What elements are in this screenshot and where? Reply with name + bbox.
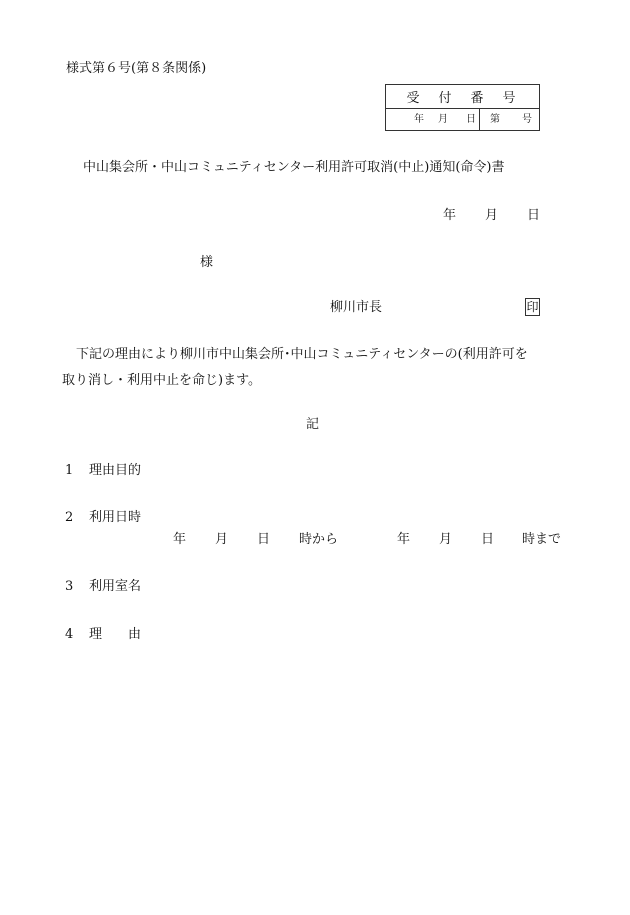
issuer-name: 柳川市長 — [330, 300, 383, 315]
period-month-end: 月 — [439, 532, 453, 547]
period-until: 時まで — [522, 532, 562, 547]
item-number: 4 — [65, 627, 74, 642]
item-number: 2 — [65, 510, 74, 525]
reception-number-cell — [480, 109, 539, 131]
reception-header: 受付番号 — [386, 85, 539, 109]
reception-box — [385, 84, 540, 131]
document-title: 中山集会所・中山コミュニティセンター利用許可取消(中止)通知(命令)書 — [83, 160, 505, 175]
issue-date-year: 年 — [443, 208, 457, 223]
item-number: 1 — [65, 463, 74, 478]
period-year-start: 年 — [173, 532, 187, 547]
item-label-room: 利用室名 — [89, 579, 142, 594]
reception-day-label: 日 — [466, 114, 476, 125]
seal-mark: 印 — [526, 300, 539, 314]
item-label-reason: 理 由 — [89, 627, 142, 642]
reception-month-label: 月 — [438, 114, 448, 125]
reception-year-label: 年 — [414, 114, 424, 125]
period-month-start: 月 — [215, 532, 229, 547]
body-text-line2: 取り消し・利用中止を命じ)ます。 — [62, 373, 262, 388]
period-day-end: 日 — [481, 532, 495, 547]
item-number: 3 — [65, 579, 74, 594]
addressee-suffix: 様 — [200, 255, 214, 270]
item-label-purpose: 理由目的 — [89, 463, 142, 478]
ki-heading: 記 — [306, 417, 320, 432]
period-from: 時から — [299, 532, 339, 547]
form-number: 様式第６号(第８条関係) — [66, 61, 207, 76]
period-year-end: 年 — [397, 532, 411, 547]
reception-dai-label: 第 — [490, 114, 500, 125]
body-text-line1: 下記の理由により柳川市中山集会所･中山コミュニティセンターの(利用許可を — [76, 347, 528, 362]
reception-date-cell — [386, 109, 480, 131]
issue-date-day: 日 — [527, 208, 541, 223]
period-day-start: 日 — [257, 532, 271, 547]
reception-go-label: 号 — [522, 114, 532, 125]
issue-date-month: 月 — [485, 208, 499, 223]
item-label-datetime: 利用日時 — [89, 510, 142, 525]
